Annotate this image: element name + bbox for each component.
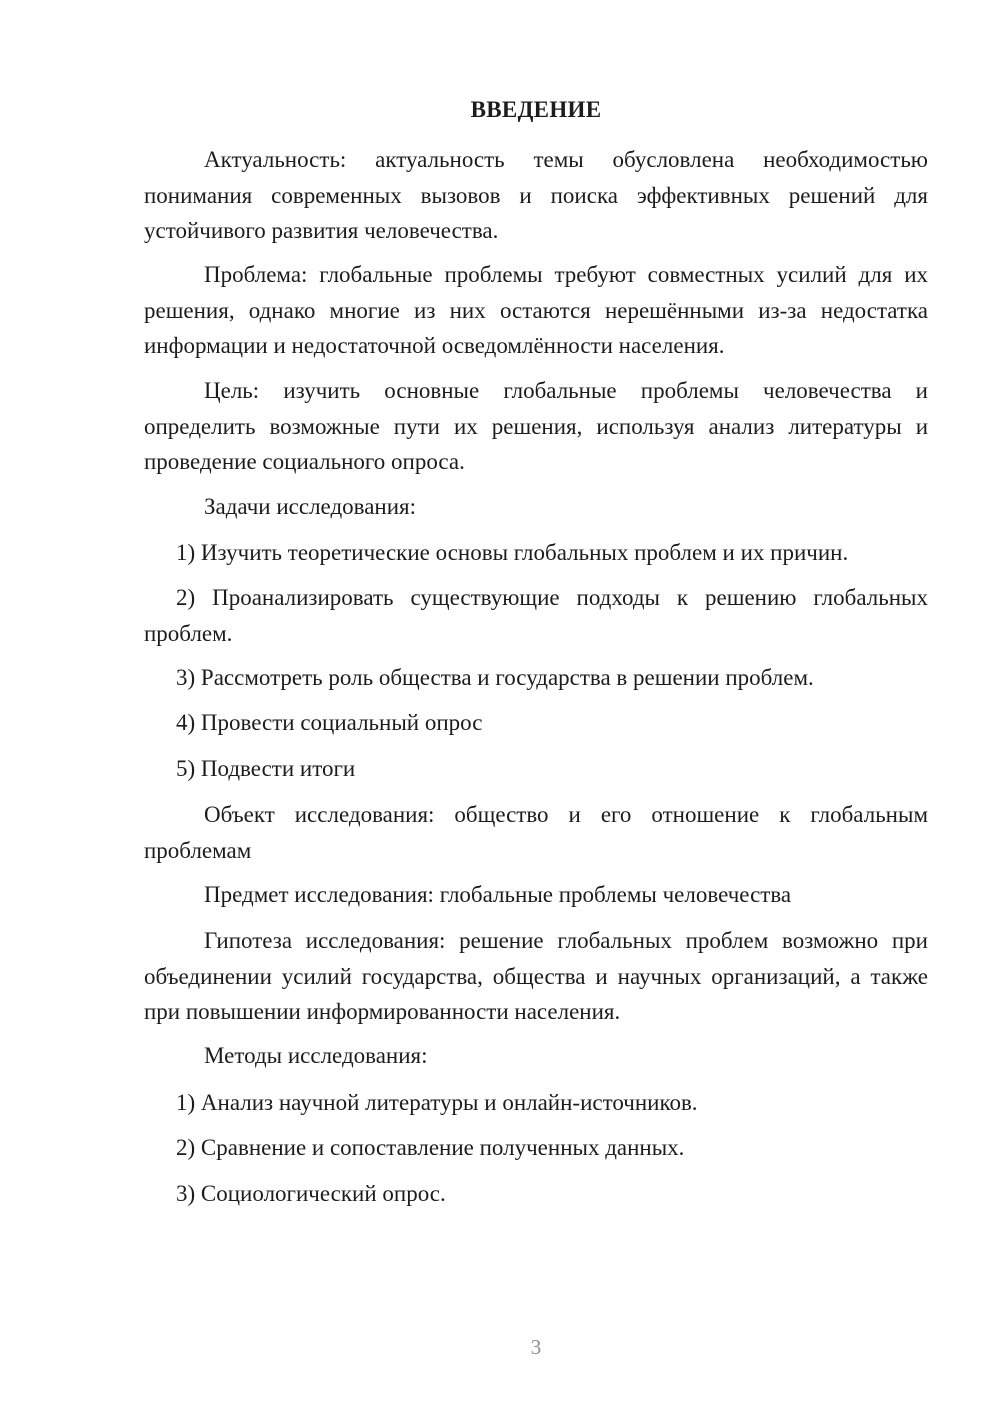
- method-item-3: 3) Социологический опрос.: [176, 1181, 446, 1206]
- paragraph-hypothesis: Гипотеза исследования: решение глобальных проблем возможно при объединении усилий государства, общества и научных организаций, а также при повышении информированности населения.: [144, 928, 928, 1024]
- paragraph-object: Объект исследования: общество и его отношение к глобальным проблемам: [144, 802, 928, 863]
- methods-heading: Методы исследования:: [204, 1043, 428, 1068]
- section-title: ВВЕДЕНИЕ: [470, 97, 602, 122]
- task-item-5: 5) Подвести итоги: [176, 756, 356, 781]
- paragraph-relevance: Актуальность: актуальность темы обусловлена необходимостью понимания современных вызовов и поиска эффективных решений для устойчивого развития человечества.: [144, 147, 928, 243]
- paragraph-problem: Проблема: глобальные проблемы требуют совместных усилий для их решения, однако многие из них остаются нерешёнными из-за недостатка информации и недостаточной осведомлённости населения.: [144, 262, 928, 358]
- method-item-1: 1) Анализ научной литературы и онлайн-источников.: [176, 1090, 698, 1115]
- page-number: 3: [530, 1335, 542, 1359]
- task-item-3: 3) Рассмотреть роль общества и государства в решении проблем.: [176, 665, 814, 690]
- task-item-4: 4) Провести социальный опрос: [176, 710, 483, 735]
- task-item-2: 2) Проанализировать существующие подходы к решению глобальных проблем.: [144, 585, 928, 646]
- method-item-2: 2) Сравнение и сопоставление полученных данных.: [176, 1135, 685, 1160]
- tasks-heading: Задачи исследования:: [204, 494, 417, 519]
- task-item-1: 1) Изучить теоретические основы глобальных проблем и их причин.: [176, 540, 849, 565]
- paragraph-subject: Предмет исследования: глобальные проблемы человечества: [204, 882, 792, 907]
- paragraph-goal: Цель: изучить основные глобальные проблемы человечества и определить возможные пути их решения, используя анализ литературы и проведение социального опроса.: [144, 378, 928, 474]
